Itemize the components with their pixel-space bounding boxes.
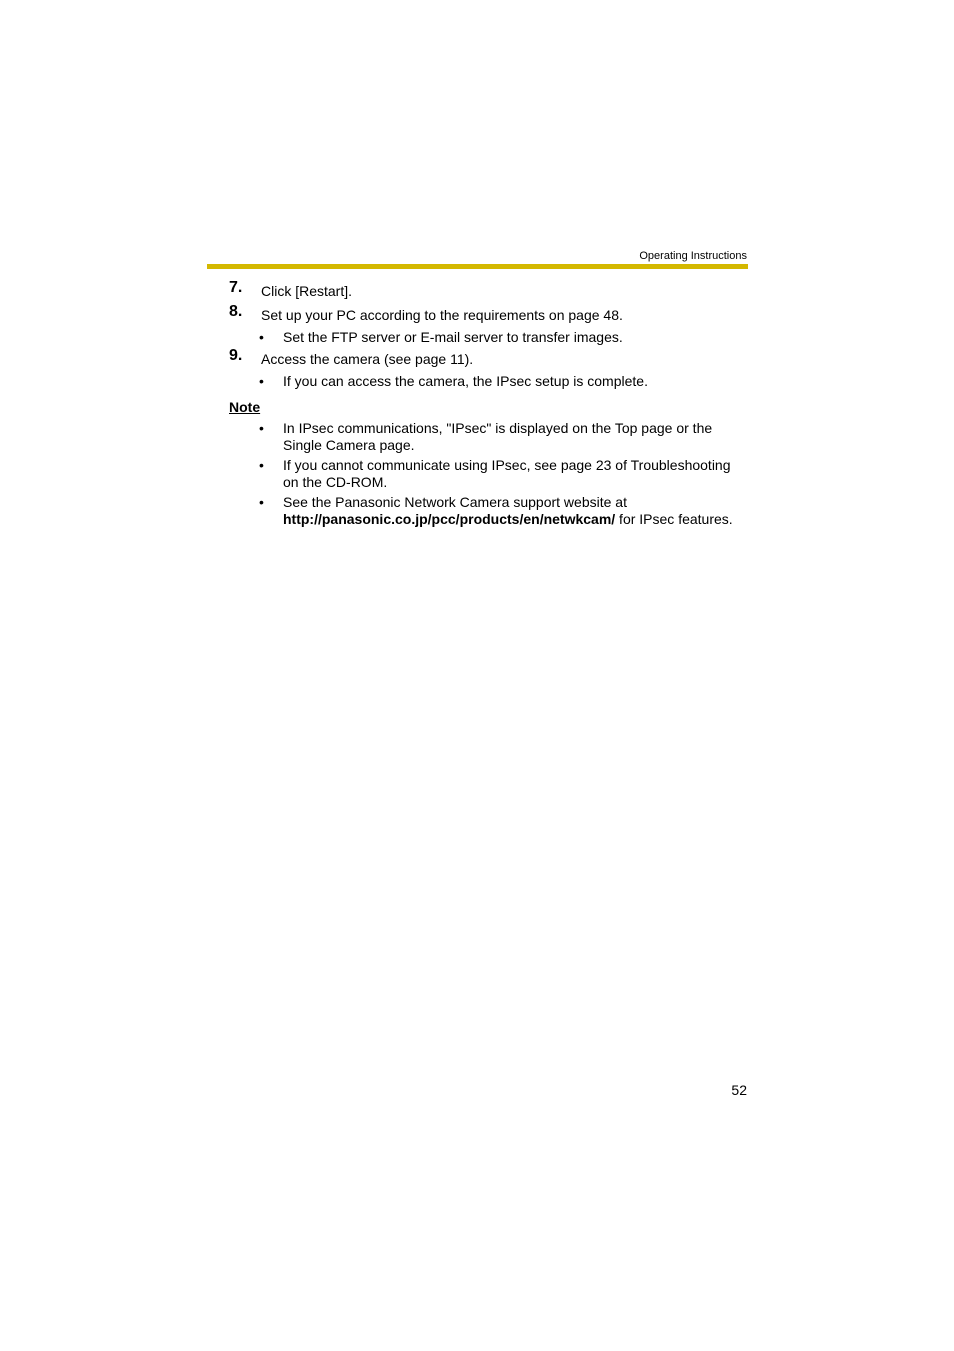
bullet-line: In IPsec communications, "IPsec" is displayed on the Top page or the (283, 420, 713, 436)
bullet-line (283, 511, 753, 528)
step-text: Click [Restart]. (261, 283, 353, 299)
step-text: Set up your PC according to the requirements on page 48. (261, 307, 623, 323)
bullet-icon: • (259, 373, 264, 389)
step-text: Access the camera (see page 11). (261, 351, 474, 367)
page-number: 52 (731, 1082, 747, 1098)
bullet-icon: • (259, 457, 264, 473)
bullet-text: If you can access the camera, the IPsec setup is complete. (283, 373, 648, 389)
step-number: 7. (229, 279, 243, 296)
bullet-icon: • (259, 329, 264, 345)
step-number: 9. (229, 347, 243, 364)
step-number: 8. (229, 303, 243, 320)
bullet-icon: • (259, 494, 264, 510)
bullet-text (283, 420, 753, 454)
bullet-line: Single Camera page. (283, 437, 415, 453)
bullet-line: If you cannot communicate using IPsec, see page 23 of Troubleshooting (283, 457, 731, 473)
url-suffix: for IPsec features. (615, 511, 733, 527)
bullet-line: See the Panasonic Network Camera support website at (283, 494, 627, 510)
header-rule (207, 264, 748, 269)
bullet-icon: • (259, 420, 264, 436)
bullet-text: Set the FTP server or E-mail server to transfer images. (283, 329, 623, 345)
bullet-text (283, 457, 753, 491)
header-title: Operating Instructions (639, 250, 747, 262)
bullet-text (283, 494, 753, 528)
support-url-link[interactable]: http://panasonic.co.jp/pcc/products/en/netwkcam/ (283, 511, 616, 527)
note-heading: Note (229, 399, 261, 415)
bullet-line: on the CD-ROM. (283, 474, 388, 490)
